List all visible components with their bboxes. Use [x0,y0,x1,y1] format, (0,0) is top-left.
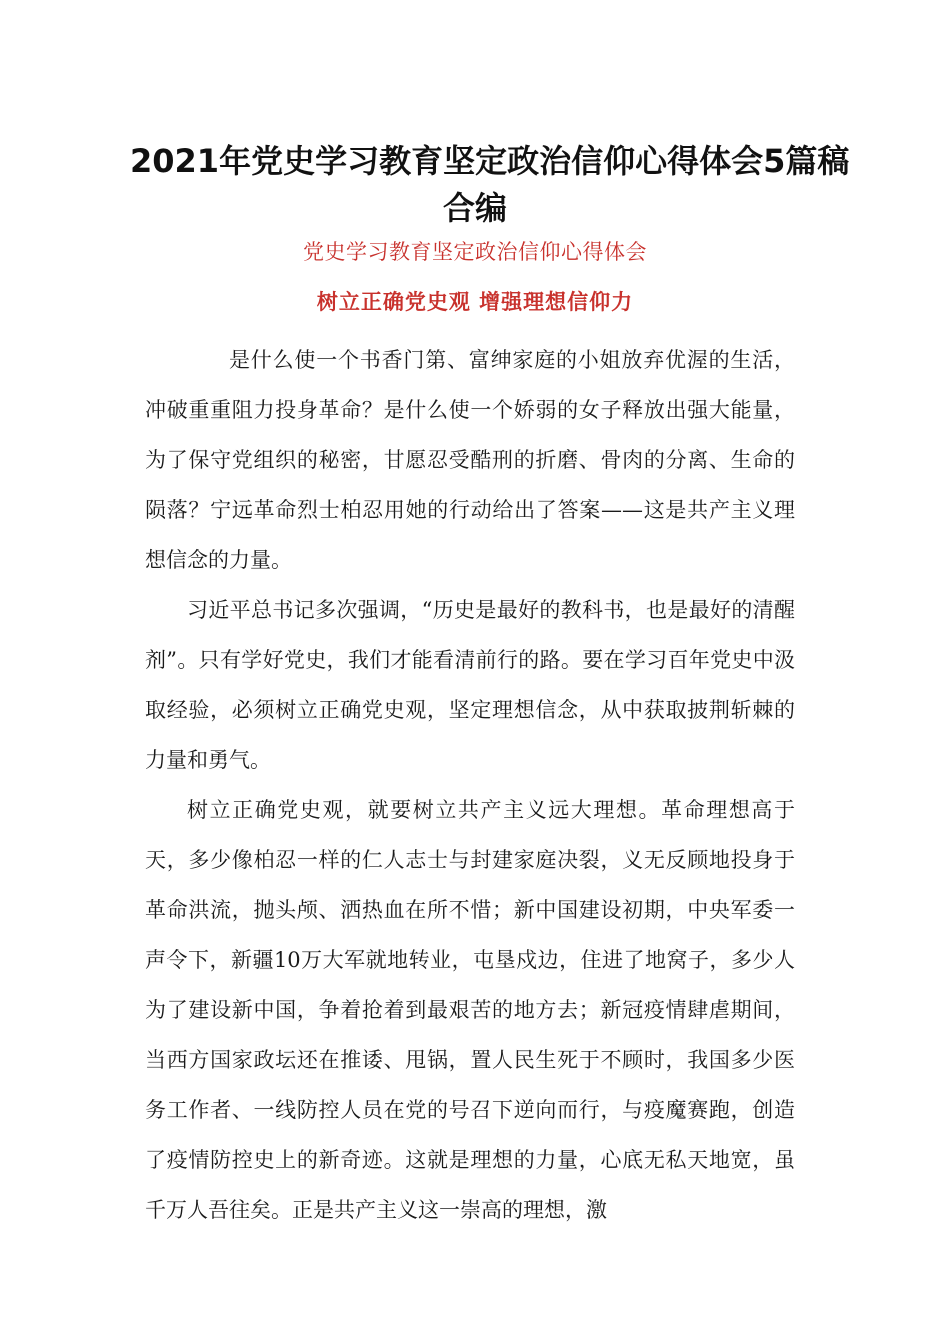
document-subtitle: 党史学习教育坚定政治信仰心得体会 [303,240,647,264]
body-paragraph-1: 是什么使一个书香门第、富绅家庭的小姐放弃优渥的生活，冲破重重阻力投身革命？是什么使一个娇弱的女子释放出强大能量，为了保守党组织的秘密，甘愿忍受酷刑的折磨、骨肉的分离、生命的陨落？宁远革命烈士柏忍用她的行动给出了答案——这是共产主义理想信念的力量。 [145,348,795,572]
section-heading: 树立正确党史观 增强理想信仰力 [316,289,634,314]
body-paragraph-2: 习近平总书记多次强调，“历史是最好的教科书，也是最好的清醒剂”。只有学好党史，我们才能看清前行的路。要在学习百年党史中汲取经验，必须树立正确党史观，坚定理想信念，从中获取披荆斩棘的力量和勇气。 [145,598,795,772]
document-title-line2: 合编 [442,189,507,227]
body-paragraph-3: 树立正确党史观，就要树立共产主义远大理想。革命理想高于天，多少像柏忍一样的仁人志士与封建家庭决裂，义无反顾地投身于革命洪流，抛头颅、洒热血在所不惜；新中国建设初期，中央军委一声令下，新疆10万大军就地转业，屯垦戍边，住进了地窝子，多少人为了建设新中国，争着抢着到最艰苦的地方去；新冠疫情肆虐期间，当西方国家政坛还在推诿、甩锅，置人民生死于不顾时，我国多少医务工作者、一线防控人员在党的号召下逆向而行，与疫魔赛跑，创造了疫情防控史上的新奇迹。这就是理想的力量，心底无私天地宽，虽千万人吾往矣。正是共产主义这一崇高的理想，激 [145,798,795,1222]
document-body [145,335,795,1235]
document-title-line1: 2021年党史学习教育坚定政治信仰心得体会5篇稿 [130,142,850,180]
